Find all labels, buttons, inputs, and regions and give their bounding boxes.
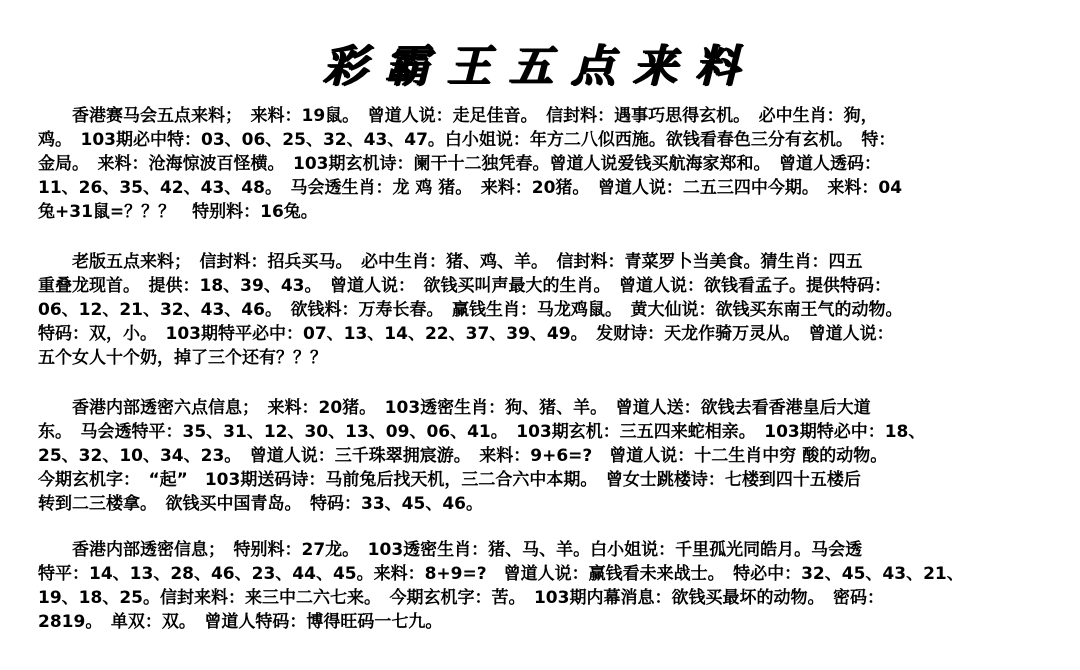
text-line: 重叠龙现首。 提供：18、39、43。 曾道人说： 欲钱买叫声最大的生肖。 曾道人说：欲钱看孟子。提供特码： — [38, 276, 891, 296]
text-line: 东。 马会透特平：35、31、12、30、13、09、06、41。 103期玄机：三五四来蛇相亲。 103期特必中：18、 — [38, 422, 926, 442]
text-line: 今期玄机字： “起” 103期送码诗：马前兔后找天机，三二合六中本期。 曾女士跳楼诗：七楼到四十五楼后 — [38, 470, 861, 490]
text-line: 香港内部透密信息； 特别料：27龙。 103透密生肖：猪、马、羊。白小姐说：千里孤光同皓月。马会透 — [38, 540, 863, 560]
page-title: 彩霸王五点来料 — [323, 41, 757, 92]
text-line: 香港赛马会五点来料； 来料：19鼠。 曾道人说：走足佳音。 信封料：遇事巧思得玄机。 必中生肖：狗， — [38, 106, 878, 126]
text-line: 06、12、21、32、43、46。 欲钱料：万寿长春。 赢钱生肖：马龙鸡鼠。 黄大仙说：欲钱买东南王气的动物。 — [38, 300, 903, 320]
text-line: 25、32、10、34、23。 曾道人说：三千珠翠拥宸游。 来料：9+6=? 曾道人说：十二生肖中穷 酸的动物。 — [38, 446, 888, 466]
text-line: 特码：双，小。 103期特平必中：07、13、14、22、37、39、49。 发财诗：天龙作骑万灵从。 曾道人说： — [38, 324, 894, 344]
text-line: 转到二三楼拿。 欲钱买中国青岛。 特码：33、45、46。 — [38, 494, 483, 514]
text-line: 五个女人十个奶，掉了三个还有？？？ — [38, 348, 327, 368]
paragraph-hk-internal-six-point — [38, 396, 1058, 516]
text-line: 2819。 单双：双。 曾道人特码：博得旺码一七九。 — [38, 612, 443, 632]
text-line: 19、18、25。信封来料：来三中二六七来。 今期玄机字：苦。 103期内幕消息：欲钱买最坏的动物。 密码： — [38, 588, 884, 608]
text-line: 香港内部透密六点信息； 来料：20猪。 103透密生肖：狗、猪、羊。 曾道人送：欲钱去看香港皇后大道 — [38, 398, 871, 418]
paragraph-hk-internal-info — [38, 538, 1058, 634]
text-line: 老版五点来料； 信封料：招兵买马。 必中生肖：猪、鸡、羊。 信封料：青菜罗卜当美食。猜生肖：四五 — [38, 252, 863, 272]
text-line: 金局。 来料：沧海惊波百怪横。 103期玄机诗：阑干十二独凭春。曾道人说爱钱买航海家郑和。 曾道人透码： — [38, 154, 881, 174]
paragraph-old-version-five-point — [38, 250, 1058, 370]
text-line: 11、26、35、42、43、48。 马会透生肖：龙 鸡 猪。 来料：20猪。 曾道人说：二五三四中今期。 来料：04 — [38, 178, 903, 198]
text-line: 特平：14、13、28、46、23、44、45。来料：8+9=? 曾道人说：赢钱看未来战士。 特必中：32、45、43、21、 — [38, 564, 964, 584]
paragraph-hk-jockey-five-point — [38, 104, 1058, 224]
text-line: 兔+31鼠=？？？ 特别料：16兔。 — [38, 202, 318, 222]
text-line: 鸡。 103期必中特：03、06、25、32、43、47。白小姐说：年方二八似西施。欲钱看春色三分有玄机。 特： — [38, 130, 896, 150]
